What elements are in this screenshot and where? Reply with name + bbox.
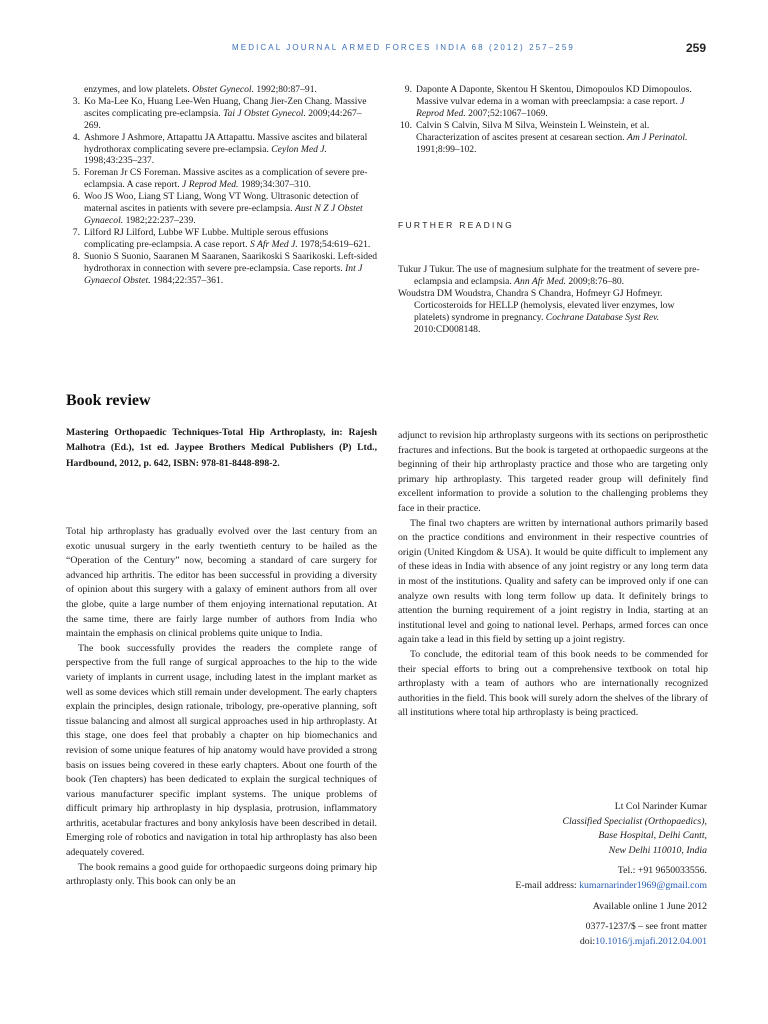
further-reading-list [398, 264, 710, 335]
doi-line [398, 935, 707, 950]
reference-list-left [66, 84, 378, 286]
reviewer-email-line [398, 879, 707, 894]
reference-tail: 1992;80:87–91. [256, 84, 317, 95]
reference-tail: 2009;44:267–269. [84, 107, 362, 131]
reference-tail: 1991;8:99–102. [416, 143, 477, 155]
reference-text: Lilford RJ Lilford, Lubbe WF Lubbe. Multiple serous effusions complicating pre-eclampsia. A case report. [84, 226, 329, 250]
reference-journal: Obstet Gynecol. [192, 84, 254, 95]
further-reading-text: Tukur J Tukur. The use of magnesium sulphate for the treatment of severe pre-eclampsia and eclampsia. [398, 264, 700, 287]
further-reading-journal: Cochrane Database Syst Rev. [545, 311, 660, 323]
reference-tail: 1984;22:357–361. [153, 274, 224, 286]
reference-number: 10. [400, 119, 412, 131]
further-reading-item [398, 264, 710, 288]
doi-link[interactable]: 10.1016/j.mjafi.2012.04.001 [595, 935, 707, 947]
reference-tail: 1989;34:307–310. [240, 179, 311, 191]
reference-text: Suonio S Suonio, Saaranen M Saaranen, Saarikoski S Saarikoski. Left-sided hydrothorax in connection with severe pre-eclampsia. Case reports. [84, 250, 378, 274]
further-reading-item [398, 288, 710, 336]
reference-journal: Am J Perinatol. [626, 131, 688, 143]
reference-item [66, 84, 378, 96]
reference-journal: Tai J Obstet Gynecol. [223, 107, 306, 119]
reviewer-name: Lt Col Narinder Kumar [614, 801, 707, 812]
doi-label: doi: [579, 935, 596, 947]
review-body-left [66, 525, 377, 890]
reference-text: Woo JS Woo, Liang ST Liang, Wong VT Wong. Ultrasonic detection of maternal ascites in patients with severe pre-eclampsia. [84, 191, 359, 215]
reviewer-phone: Tel.: +91 9650033556. [617, 865, 707, 877]
reference-journal: Int J Gynaecol Obstet. [84, 262, 363, 286]
reference-text: Ko Ma-Lee Ko, Huang Lee-Wen Huang, Chang Jier-Zen Chang. Massive ascites complicating pre-eclampsia. [84, 95, 367, 119]
reference-number: 8. [72, 250, 80, 262]
further-reading-heading: FURTHER READING [398, 220, 515, 230]
reference-journal: Ceylon Med J. [271, 143, 327, 155]
reference-tail: 1982;22:237–239. [125, 214, 196, 226]
email-link[interactable]: kumarnarinder1969@gmail.com [579, 879, 707, 891]
reference-text: Foreman Jr CS Foreman. Massive ascites as a complication of severe pre-eclampsia. A case report. [84, 167, 368, 191]
section-title: Book review [66, 392, 151, 409]
reference-number: 6. [72, 191, 80, 203]
reference-number: 9. [404, 84, 412, 95]
reference-item [398, 120, 710, 156]
further-reading-journal: Ann Afr Med. [514, 275, 566, 287]
available-online-date: Available online 1 June 2012 [592, 900, 707, 912]
reference-text: enzymes, and low platelets. [84, 84, 190, 95]
reference-list-right [398, 84, 710, 155]
reviewer-address-line: New Delhi 110010, India [608, 844, 707, 856]
review-paragraph: The book successfully provides the readers the complete range of perspective from the full range of surgical approaches to the hip to the wide variety of implants in current usage, including latest in the implant market as well as some devices which still remain under development. The early chapters explain the principles, design rationale, tribology, pre-operative planning, soft tissue balancing and almost all surgical approaches used in hip arthroplasty. At this stage, one does feel that probably a chapter on hip biomechanics and revision of some unique features of hip anatomy would have provided a strong basis on issues being covered in these early chapters. About one fourth of the book (Ten chapters) has been dedicated to explain the surgical techniques of various manufacturer specific implant systems. The unique problems of difficult primary hip arthroplasty in hip dysplasia, protrusion, inflammatory arthritis, acetabular fractures and bony ankylosis have been described in detail. Emerging role of robotics and navigation in total hip arthroplasty has also been adequately covered. [66, 642, 377, 859]
running-head [0, 41, 768, 55]
further-reading-tail: 2010:CD008148. [414, 323, 481, 335]
further-reading-text: Woudstra DM Woudstra, Chandra S Chandra, Hofmeyr GJ Hofmeyr. Corticosteroids for HELLP (hemolysis, elevated liver enzymes, low platelets) syndrome in pregnancy. [398, 287, 675, 323]
reference-item [66, 167, 378, 191]
reference-tail: 1998;43:235–237. [84, 155, 155, 167]
email-label: E-mail address: [515, 879, 580, 891]
review-paragraph: The book remains a good guide for orthopaedic surgeons doing primary hip arthroplasty only. This book can only be an [66, 861, 377, 888]
reference-journal: J Reprod Med. [416, 95, 685, 119]
review-paragraph: adjunct to revision hip arthroplasty surgeons with its sections on periprosthetic fractures and infections. But the book is targeted at orthopaedic surgeons at the beginning of their hip arthroplasty practice and those who are targeting only primary hip arthroplasty. This targeted reader group will definitely find excellent information to provide a solution to the challenging problems they face in their practice. [398, 430, 708, 514]
reference-tail: 1978;54:619–621. [300, 238, 371, 250]
journal-citation: MEDICAL JOURNAL ARMED FORCES INDIA 68 (2012) 257–259 [232, 43, 575, 52]
reference-item [66, 227, 378, 251]
reference-journal: J Reprod Med. [182, 179, 239, 191]
reference-number: 4. [72, 131, 80, 143]
reference-text: Daponte A Daponte, Skentou H Skentou, Dimopoulos KD Dimopoulos. Massive vulvar edema in a woman with preeclampsia: a case report. [416, 84, 692, 107]
review-paragraph: Total hip arthroplasty has gradually evolved over the last century from an exotic unusual surgery in the early twentieth century to be hailed as the “Operation of the Century” now, becoming a standard of care surgery for advanced hip arthritis. The editor has been successful in providing a diversity of opinion about this surgery with a galaxy of eminent authors from all over the globe, quite a large number of them enjoying international reputation. At the same time, there are fairly large number of authors from India who maintain the emphasis on clinical problems quite unique to India. [66, 526, 377, 640]
reference-tail: 2007;52:1067–1069. [468, 107, 548, 119]
front-matter-note: 0377-1237/$ – see front matter [585, 921, 707, 933]
reference-item [66, 191, 378, 227]
review-paragraph: To conclude, the editorial team of this book needs to be commended for their special efforts to bring out a comprehensive textbook on total hip arthroplasty with a team of authors who are internationally recognized authorities in the field. This book will surely adorn the shelves of the library of all institutions where total hip arthroplasty is being practiced. [398, 648, 708, 719]
reviewer-signature [398, 800, 707, 949]
reference-item [66, 132, 378, 168]
reviewer-role: Classified Specialist (Orthopaedics), [562, 815, 707, 827]
reviewer-address-line: Base Hospital, Delhi Cantt, [598, 830, 707, 842]
reference-journal: S Afr Med J. [249, 238, 298, 250]
further-reading-tail: 2009;8:76–80. [568, 275, 625, 287]
book-citation: Mastering Orthopaedic Techniques-Total Hip Arthroplasty, in: Rajesh Malhotra (Ed.), 1st ed. Jaypee Brothers Medical Publishers (P) Ltd., Hardbound, 2012, p. 642, ISBN: 978-81-8448-898-2. [66, 427, 377, 469]
reference-number: 7. [72, 226, 80, 238]
review-body-right [398, 429, 708, 721]
page-number: 259 [685, 41, 706, 55]
reference-item [66, 251, 378, 287]
reference-journal: Aust N Z J Obstet Gynaecol. [84, 203, 363, 226]
reference-item [66, 96, 378, 132]
review-paragraph: The final two chapters are written by international authors primarily based on the practice conditions and environment in their respective countries of origin (United Kingdom & USA). It would be quite difficult to implement any of these ideas in India with absence of any joint registry or any long term data in most of the institutions. Quality and safety can be improved only if one can analyze own results with long term follow up data. It definitely brings to attention the burning requirement of a joint registry in India, starting at an institutional level and going to national level. Perhaps, armed forces can once again take a lead in this field by setting up a joint registry. [398, 517, 708, 646]
reference-text: Ashmore J Ashmore, Attapattu JA Attapattu. Massive ascites and bilateral hydrothorax complicating severe pre-eclampsia. [84, 131, 368, 155]
reference-number: 5. [72, 167, 80, 179]
reference-text: Calvin S Calvin, Silva M Silva, Weinstein L Weinstein, et al. Characterization of ascites present at cesarean section. [416, 119, 650, 143]
reference-item [398, 84, 710, 120]
reference-number: 3. [72, 95, 80, 107]
